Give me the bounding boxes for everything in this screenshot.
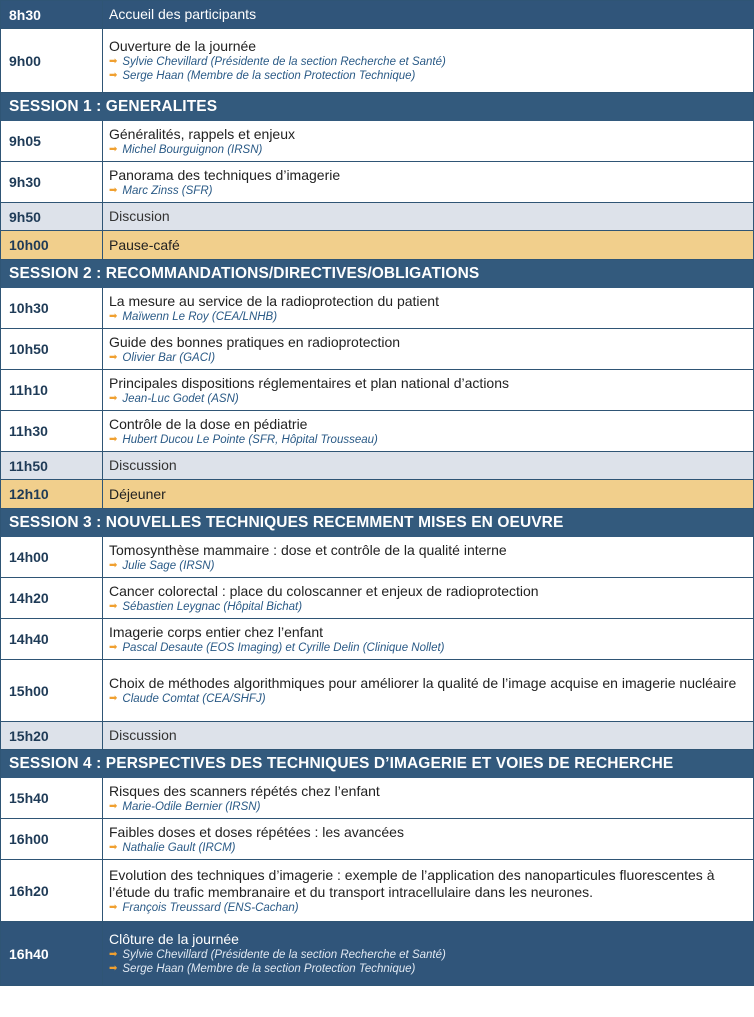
time-cell: 11h30 [1,411,103,451]
talk-title: Discussion [109,457,177,473]
time-cell: 14h20 [1,578,103,618]
speaker-line [109,55,747,69]
talk-title: Déjeuner [109,485,166,502]
speaker-line [109,433,747,447]
content-cell [103,480,753,508]
content-cell [103,578,753,618]
arrow-right-icon: ➡ [109,901,118,913]
talk-title: Choix de méthodes algorithmiques pour améliorer la qualité de l’image acquise en imagerie nucléaire [109,675,737,691]
time-cell: 14h40 [1,619,103,659]
speaker-line [109,559,747,573]
content-cell [103,370,753,410]
speaker-line [109,641,747,655]
arrow-right-icon: ➡ [109,392,118,404]
content-cell [103,203,753,230]
speaker-name: Olivier Bar (GACI) [122,351,216,364]
content-cell [103,1,753,28]
talk-title: Risques des scanners répétés chez l’enfant [109,782,380,799]
arrow-right-icon: ➡ [109,841,118,853]
arrow-right-icon: ➡ [109,641,118,653]
time-cell: 10h00 [1,231,103,259]
content-cell [103,922,753,985]
time-cell: 10h50 [1,329,103,369]
speaker-name: Marie-Odile Bernier (IRSN) [122,800,261,813]
talk-title: Contrôle de la dose en pédiatrie [109,415,308,432]
schedule-row [0,819,754,860]
time-cell: 11h10 [1,370,103,410]
time-cell: 12h10 [1,480,103,508]
time-cell: 15h40 [1,778,103,818]
time-cell: 15h20 [1,722,103,749]
speaker-name: Sébastien Leygnac (Hôpital Bichat) [122,600,303,613]
speaker-name: Julie Sage (IRSN) [122,559,215,572]
content-cell [103,722,753,749]
speaker-name: Nathalie Gault (IRCM) [122,841,236,854]
speaker-line [109,310,747,324]
speaker-name: Maïwenn Le Roy (CEA/LNHB) [122,310,278,323]
talk-title: Panorama des techniques d’imagerie [109,166,341,183]
content-cell [103,537,753,577]
talk-title: Guide des bonnes pratiques en radioprotection [109,333,401,350]
session-header: SESSION 4 : PERSPECTIVES DES TECHNIQUES D’IMAGERIE ET VOIES DE RECHERCHE [0,750,754,778]
talk-title: Accueil des participants [109,6,257,22]
schedule-row [0,370,754,411]
schedule-row [0,480,754,509]
time-cell: 9h05 [1,121,103,161]
speaker-line [109,351,747,365]
schedule-row [0,778,754,819]
content-cell [103,860,753,921]
schedule-row [0,203,754,231]
schedule-row [0,537,754,578]
content-cell [103,288,753,328]
arrow-right-icon: ➡ [109,143,118,155]
speaker-line [109,392,747,406]
session-header: SESSION 2 : RECOMMANDATIONS/DIRECTIVES/OBLIGATIONS [0,260,754,288]
speaker-name: Pascal Desaute (EOS Imaging) et Cyrille Delin (Clinique Nollet) [122,641,445,654]
content-cell [103,660,753,721]
arrow-right-icon: ➡ [109,351,118,363]
arrow-right-icon: ➡ [109,949,118,960]
speaker-name: Claude Comtat (CEA/SHFJ) [122,693,266,705]
talk-title: Evolution des techniques d’imagerie : exemple de l’application des nanoparticules fluorescentes à l’étude du trafic membranaire et du transport intracellulaire dans les neurones. [109,866,715,900]
schedule-row [0,860,754,922]
time-cell: 10h30 [1,288,103,328]
schedule-row [0,288,754,329]
speaker-line [109,901,747,915]
schedule-row [0,0,754,29]
schedule-row [0,722,754,750]
arrow-right-icon: ➡ [109,559,118,571]
content-cell [103,619,753,659]
content-cell [103,819,753,859]
arrow-right-icon: ➡ [109,310,118,322]
talk-title: Tomosynthèse mammaire : dose et contrôle de la qualité interne [109,541,507,558]
schedule-row [0,452,754,480]
schedule-row [0,29,754,93]
speaker-line [109,143,747,157]
time-cell: 9h00 [1,29,103,92]
time-cell: 16h20 [1,860,103,921]
speaker-name: Jean-Luc Godet (ASN) [122,392,239,405]
time-cell: 14h00 [1,537,103,577]
schedule-row [0,619,754,660]
speaker-line [109,948,747,962]
schedule-row [0,922,754,986]
speaker-line [109,962,747,976]
speaker-line [109,841,747,855]
time-cell: 9h50 [1,203,103,230]
schedule-row [0,231,754,260]
content-cell [103,231,753,259]
talk-title: Discusion [109,208,170,224]
arrow-right-icon: ➡ [109,600,118,612]
speaker-name: Marc Zinss (SFR) [122,184,213,197]
talk-title: Ouverture de la journée [109,38,257,54]
content-cell [103,452,753,479]
speaker-name: Serge Haan (Membre de la section Protection Technique) [122,963,416,975]
speaker-name: Michel Bourguignon (IRSN) [122,143,263,156]
time-cell: 8h30 [1,1,103,28]
talk-title: Principales dispositions réglementaires et plan national d’actions [109,374,510,391]
speaker-line [109,800,747,814]
content-cell [103,329,753,369]
time-cell: 16h00 [1,819,103,859]
schedule-row [0,162,754,203]
talk-title: Imagerie corps entier chez l’enfant [109,623,323,640]
talk-title: La mesure au service de la radioprotection du patient [109,292,439,309]
time-cell: 11h50 [1,452,103,479]
speaker-name: François Treussard (ENS-Cachan) [122,901,299,914]
arrow-right-icon: ➡ [109,70,118,81]
arrow-right-icon: ➡ [109,693,118,704]
schedule-row [0,578,754,619]
time-cell: 16h40 [1,922,103,985]
content-cell [103,778,753,818]
session-header: SESSION 3 : NOUVELLES TECHNIQUES RECEMMENT MISES EN OEUVRE [0,509,754,537]
speaker-line [109,692,747,706]
speaker-name: Serge Haan (Membre de la section Protection Technique) [122,70,416,82]
arrow-right-icon: ➡ [109,56,118,67]
arrow-right-icon: ➡ [109,800,118,812]
talk-title: Clôture de la journée [109,931,239,947]
speaker-name: Sylvie Chevillard (Présidente de la section Recherche et Santé) [122,949,446,961]
time-cell: 9h30 [1,162,103,202]
talk-title: Pause-café [109,236,180,253]
talk-title: Discussion [109,727,177,743]
content-cell [103,29,753,92]
talk-title: Cancer colorectal : place du coloscanner et enjeux de radioprotection [109,582,539,599]
content-cell [103,411,753,451]
arrow-right-icon: ➡ [109,433,118,445]
time-cell: 15h00 [1,660,103,721]
schedule-row [0,329,754,370]
speaker-name: Sylvie Chevillard (Présidente de la section Recherche et Santé) [122,56,446,68]
content-cell [103,121,753,161]
arrow-right-icon: ➡ [109,963,118,974]
schedule-row [0,121,754,162]
speaker-line [109,600,747,614]
speaker-name: Hubert Ducou Le Pointe (SFR, Hôpital Trousseau) [122,433,378,446]
speaker-line [109,69,747,83]
talk-title: Généralités, rappels et enjeux [109,125,295,142]
schedule-row [0,660,754,722]
session-header: SESSION 1 : GENERALITES [0,93,754,121]
schedule-row [0,411,754,452]
arrow-right-icon: ➡ [109,184,118,196]
speaker-line [109,184,747,198]
talk-title: Faibles doses et doses répétées : les avancées [109,823,404,840]
content-cell [103,162,753,202]
